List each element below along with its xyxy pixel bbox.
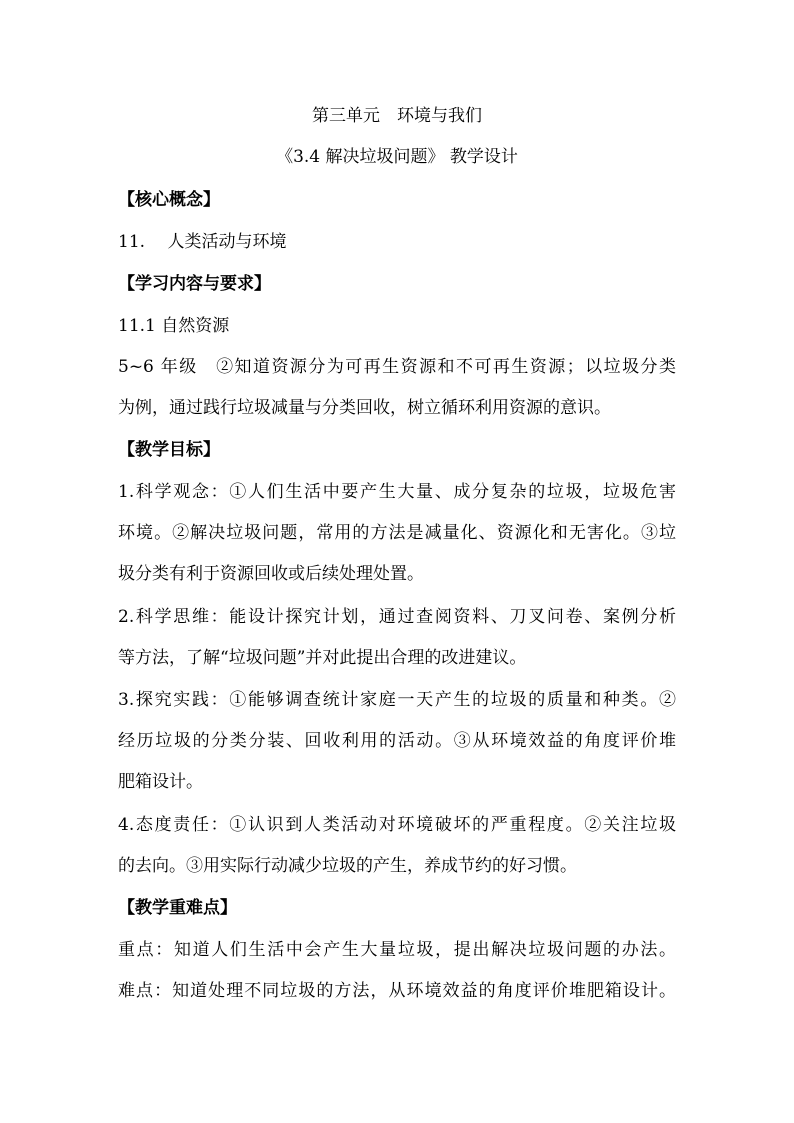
objective-3-line2: 经历垃圾的分类分装、回收利用的活动。③从环境效益的角度评价堆 — [118, 731, 676, 751]
objective-3-line1: 3.探究实践：①能够调查统计家庭一天产生的垃圾的质量和种类。② — [118, 690, 676, 710]
objective-2-line1: 2.科学思维：能设计探究计划，通过查阅资料、刀叉问卷、案例分析 — [118, 607, 676, 627]
objective-4-line2: 的去向。③用实际行动减少垃圾的产生，养成节约的好习惯。 — [118, 856, 577, 876]
objective-1-line2: 环境。②解决垃圾问题，常用的方法是减量化、资源化和无害化。③垃 — [118, 523, 676, 543]
core-concept-heading: 【核心概念】 — [118, 190, 220, 210]
learning-content-heading: 【学习内容与要求】 — [118, 274, 271, 294]
objective-3-line3: 肥箱设计。 — [118, 772, 203, 792]
objective-2-line2: 等方法，了解“垃圾问题”并对此提出合理的改进建议。 — [118, 648, 527, 668]
objectives-heading: 【教学目标】 — [118, 440, 220, 460]
key-points-heading: 【教学重难点】 — [118, 898, 237, 918]
objective-1-line3: 圾分类有利于资源回收或后续处理处置。 — [118, 564, 424, 584]
unit-title: 第三单元 环境与我们 — [312, 106, 482, 126]
key-point-focus: 重点：知道人们生活中会产生大量垃圾，提出解决垃圾问题的办法。 — [118, 940, 676, 960]
objective-4-line1: 4.态度责任：①认识到人类活动对环境破坏的严重程度。②关注垃圾 — [118, 815, 676, 835]
learning-content-text-line1: 5~6 年级 ②知道资源分为可再生资源和不可再生资源；以垃圾分类 — [118, 357, 676, 377]
core-concept-item: 11. 人类活动与环境 — [118, 232, 287, 252]
learning-content-item: 11.1 自然资源 — [118, 316, 230, 336]
key-point-difficulty: 难点：知道处理不同垃圾的方法，从环境效益的角度评价堆肥箱设计。 — [118, 981, 676, 1001]
lesson-title: 《3.4 解决垃圾问题》 教学设计 — [276, 147, 518, 167]
learning-content-text-line2: 为例，通过践行垃圾减量与分类回收，树立循环利用资源的意识。 — [118, 398, 611, 418]
objective-1-line1: 1.科学观念：①人们生活中要产生大量、成分复杂的垃圾，垃圾危害 — [118, 482, 676, 502]
